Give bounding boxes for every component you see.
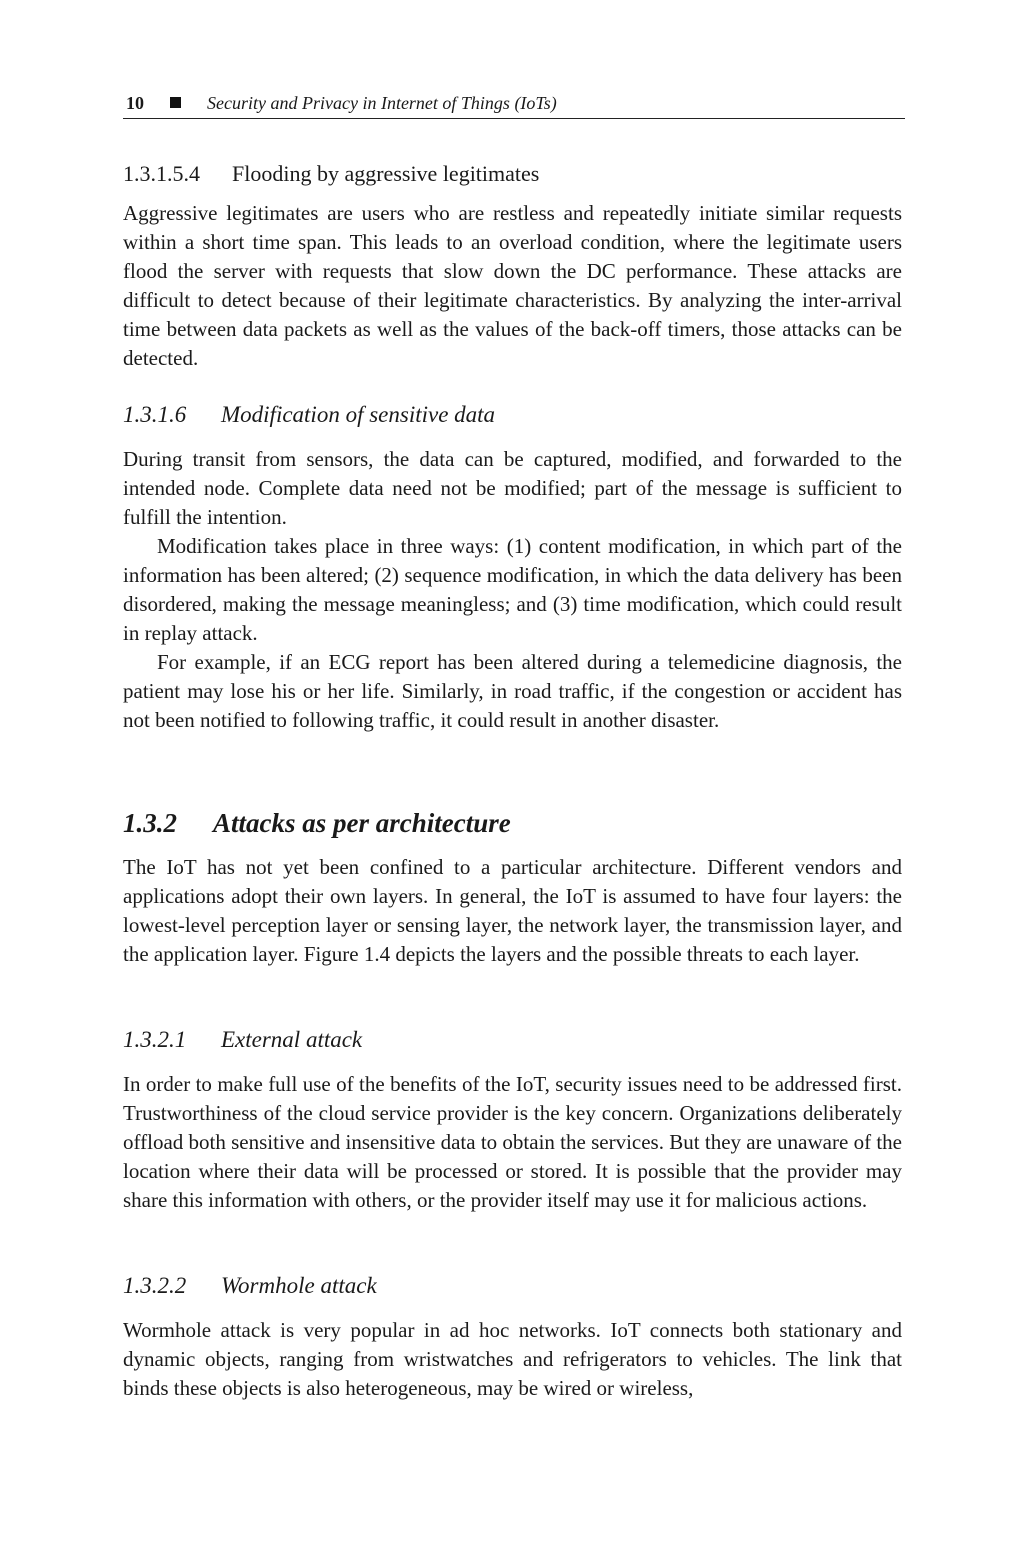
subsection-heading-1-3-2-1	[123, 1026, 362, 1054]
heading-title: Modification of sensitive data	[221, 402, 496, 427]
running-header	[123, 89, 905, 119]
heading-title: Flooding by aggressive legitimates	[232, 161, 540, 186]
paragraph: In order to make full use of the benefits of the IoT, security issues need to be addressed first. Trustworthiness of the cloud service provider is the key concern. Organizations deliberately offload both sensitive and insensitive data to obtain the services. But they are unaware of the location where their data will be processed or stored. It is possible that the provider may share this information with others, or the provider itself may use it for malicious actions.	[123, 1072, 902, 1213]
section-heading-1-3-2	[123, 807, 511, 839]
paragraph: Wormhole attack is very popular in ad hoc networks. IoT connects both stationary and dynamic objects, ranging from wristwatches and refrigerators to vehicles. The link that binds these objects is also heterogeneous, may be wired or wireless,	[123, 1318, 902, 1401]
heading-number: 1.3.2	[123, 808, 177, 838]
heading-number: 1.3.1.6	[123, 402, 187, 427]
paragraph: The IoT has not yet been confined to a particular architecture. Different vendors and applications adopt their own layers. In general, the IoT is assumed to have four layers: the lowest-level perception layer or sensing layer, the network layer, the transmission layer, and the application layer. Figure 1.4 depicts the layers and the possible threats to each layer.	[123, 855, 902, 967]
heading-number: 1.3.1.5.4	[123, 161, 200, 186]
heading-number: 1.3.2.1	[123, 1027, 187, 1052]
subsection-heading-1-3-1-5-4	[123, 160, 539, 188]
heading-title: Attacks as per architecture	[213, 808, 511, 838]
book-title: Security and Privacy in Internet of Things (IoTs)	[207, 93, 557, 113]
page-number: 10	[126, 93, 144, 113]
heading-title: External attack	[221, 1027, 363, 1052]
heading-number: 1.3.2.2	[123, 1273, 187, 1298]
square-bullet-icon	[170, 97, 181, 108]
subsection-heading-1-3-2-2	[123, 1272, 377, 1300]
subsection-heading-1-3-1-6	[123, 401, 495, 429]
heading-title: Wormhole attack	[221, 1273, 377, 1298]
paragraph: During transit from sensors, the data can be captured, modified, and forwarded to the intended node. Complete data need not be modified; part of the message is sufficient to fulfill the intention.	[123, 447, 902, 530]
paragraph: Aggressive legitimates are users who are restless and repeatedly initiate similar requests within a short time span. This leads to an overload condition, where the legitimate users flood the server with requests that slow down the DC performance. These attacks are difficult to detect because of their legitimate characteristics. By analyzing the inter-arrival time between data packets as well as the values of the back-off timers, those attacks can be detected.	[123, 201, 902, 371]
paragraph: Modification takes place in three ways: (1) content modification, in which part of the information has been altered; (2) sequence modification, in which the data delivery has been disordered, making the message meaningless; and (3) time modification, which could result in replay attack.	[123, 534, 902, 646]
paragraph: For example, if an ECG report has been altered during a telemedicine diagnosis, the patient may lose his or her life. Similarly, in road traffic, if the congestion or accident has not been notified to following traffic, it could result in another disaster.	[123, 650, 902, 733]
